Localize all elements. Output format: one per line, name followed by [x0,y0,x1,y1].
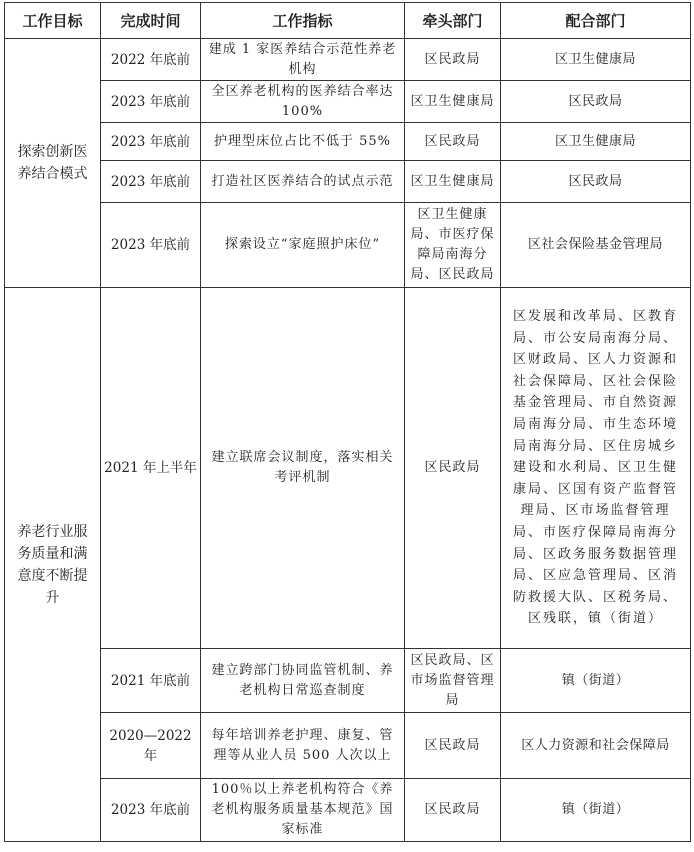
table-row [5,81,691,123]
coop-dept-cell: 镇（街道） [501,649,691,713]
time-cell: 2023 年底前 [101,203,201,288]
coop-dept-cell: 区卫生健康局 [501,39,691,81]
table-row [5,161,691,203]
time-cell: 2020—2022 年 [101,713,201,779]
indicator-cell: 全区养老机构的医养结合率达 100% [201,81,405,123]
indicator-cell: 探索设立“家庭照护床位” [201,203,405,288]
time-cell: 2021 年上半年 [101,288,201,649]
table-row [5,288,691,649]
header-time: 完成时间 [101,3,201,39]
coop-dept-cell: 区民政局 [501,81,691,123]
lead-dept-cell: 区民政局 [405,39,501,81]
indicator-cell: 打造社区医养结合的试点示范 [201,161,405,203]
lead-dept-cell: 区卫生健康局 [405,161,501,203]
indicator-cell: 每年培训养老护理、康复、管理等从业人员 500 人次以上 [201,713,405,779]
coop-dept-cell: 区卫生健康局 [501,123,691,161]
header-coop-dept: 配合部门 [501,3,691,39]
table-row [5,779,691,842]
lead-dept-cell: 区卫生健康局 [405,81,501,123]
goal-cell: 探索创新医养结合模式 [5,39,101,288]
table-row [5,203,691,288]
time-cell: 2023 年底前 [101,123,201,161]
lead-dept-cell: 区民政局、区市场监督管理局 [405,649,501,713]
time-cell: 2021 年底前 [101,649,201,713]
lead-dept-cell: 区民政局 [405,779,501,842]
indicator-cell: 建成 1 家医养结合示范性养老机构 [201,39,405,81]
coop-dept-cell: 区人力资源和社会保障局 [501,713,691,779]
goal-cell: 养老行业服务质量和满意度不断提升 [5,288,101,842]
lead-dept-cell: 区民政局 [405,288,501,649]
header-goal: 工作目标 [5,3,101,39]
header-lead-dept: 牵头部门 [405,3,501,39]
time-cell: 2023 年底前 [101,161,201,203]
work-plan-table [4,2,691,842]
time-cell: 2023 年底前 [101,81,201,123]
lead-dept-cell: 区民政局 [405,713,501,779]
time-cell: 2023 年底前 [101,779,201,842]
table-row [5,123,691,161]
indicator-cell: 100％以上养老机构符合《养老机构服务质量基本规范》国家标准 [201,779,405,842]
indicator-cell: 护理型床位占比不低于 55% [201,123,405,161]
lead-dept-cell: 区卫生健康局、市医疗保障局南海分局、区民政局 [405,203,501,288]
indicator-cell: 建立跨部门协同监管机制、养老机构日常巡查制度 [201,649,405,713]
table-row [5,39,691,81]
lead-dept-cell: 区民政局 [405,123,501,161]
indicator-cell: 建立联席会议制度，落实相关考评机制 [201,288,405,649]
coop-dept-cell: 区发展和改革局、区教育局、市公安局南海分局、区财政局、区人力资源和社会保障局、区社会保险基金管理局、市自然资源局南海分局、市生态环境局南海分局、区住房城乡建设和水利局、区卫生健康局、区国有资产监督管理局、区市场监督管理局、市医疗保障局南海分局、区政务服务数据管理局、区应急管理局、区消防救援大队、区税务局、区残联，镇（街道） [501,288,691,649]
coop-dept-cell: 镇（街道） [501,779,691,842]
table-row [5,649,691,713]
coop-dept-cell: 区民政局 [501,161,691,203]
coop-dept-cell: 区社会保险基金管理局 [501,203,691,288]
header-row [5,3,691,39]
header-indicator: 工作指标 [201,3,405,39]
table-row [5,713,691,779]
time-cell: 2022 年底前 [101,39,201,81]
